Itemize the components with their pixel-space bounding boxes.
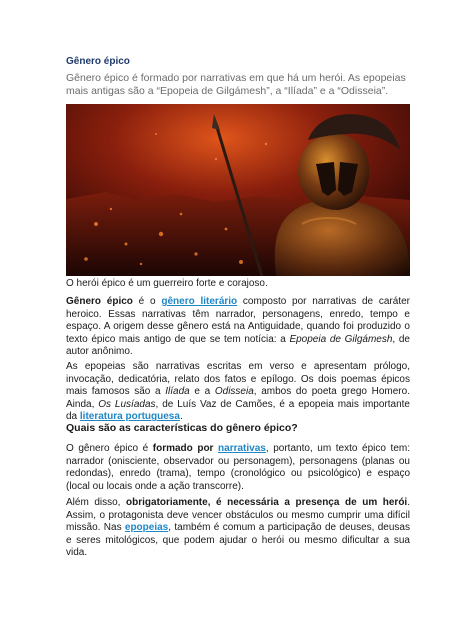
paragraph-heroi bbox=[66, 497, 410, 560]
paragraph-definition bbox=[66, 296, 410, 359]
link-literatura-portuguesa[interactable]: literatura portuguesa bbox=[79, 411, 180, 423]
italic-title: Os Lusíadas bbox=[98, 398, 156, 410]
section-heading: Quais são as características do gênero épico? bbox=[66, 422, 298, 434]
italic-title: Ilíada bbox=[165, 386, 190, 398]
paragraph-text: As epopeias são narrativas escritas em verso e apresentam prólogo, invocação, dedicatória, relato dos fatos e epílogo. Os dois poemas épicos mais famosos são a bbox=[66, 361, 410, 398]
image-caption: O herói épico é um guerreiro forte e corajoso. bbox=[66, 278, 268, 289]
italic-title: Odisseia bbox=[214, 386, 254, 398]
bold-term: Gênero épico bbox=[66, 296, 133, 307]
bold-phrase: formado por bbox=[152, 443, 214, 454]
italic-title: Epopeia de Gilgámesh bbox=[289, 333, 393, 345]
link-genero-literario[interactable]: gênero literário bbox=[161, 296, 238, 307]
paragraph-text: . Assim, o protagonista deve vencer obstáculos ou mesmo cumprir uma difícil missão. Nas bbox=[66, 497, 410, 534]
page-title: Gênero épico bbox=[66, 56, 130, 67]
paragraph-caracteristicas bbox=[66, 443, 410, 493]
paragraph-text: é o bbox=[132, 296, 162, 307]
paragraph-text: composto por narrativas de caráter heroico. Essas narrativas têm narrador, personagens, enredo, tempo e espaço. A origem desse gênero está na Antiguidade, quando foi produzido o texto épico mais antigo de que se tem notícia: a bbox=[66, 296, 410, 345]
paragraph-text: , também é comum a participação de deuses, deusas e seres mitológicos, que podem ajudar o herói ou mesmo dificultar a sua vida. bbox=[66, 522, 410, 559]
paragraph-epopeias bbox=[66, 361, 410, 424]
bold-phrase: obrigatoriamente, é necessária a presença de um herói bbox=[126, 497, 408, 508]
paragraph-text: , portanto, um texto épico tem: narrador (onisciente, observador ou personagem), personagens (planas ou redondas), enredo (trama), tempo (cronológico ou psicológico) e espaço (local ou locais onde a ação transcorre). bbox=[66, 443, 410, 492]
link-narrativas[interactable]: narrativas bbox=[218, 443, 266, 454]
paragraph-text: O gênero épico é bbox=[66, 443, 153, 454]
paragraph-text: e a bbox=[189, 386, 215, 398]
paragraph-text: , de autor anônimo. bbox=[66, 333, 410, 358]
paragraph-text: , ambos do poeta grego Homero. Ainda, bbox=[66, 386, 410, 410]
paragraph-text: Além disso, bbox=[66, 497, 127, 508]
intro-summary: Gênero épico é formado por narrativas em que há um herói. As epopeias mais antigas são a “Epopeia de Gilgámesh”, a “Ilíada” e a “Odisseia”. bbox=[66, 72, 406, 97]
paragraph-text: , de Luís Vaz de Camões, é a epopeia mais importante da bbox=[66, 398, 410, 423]
link-epopeias[interactable]: epopeias bbox=[124, 522, 169, 534]
hero-warrior-image bbox=[66, 104, 410, 276]
paragraph-text: . bbox=[179, 411, 183, 423]
